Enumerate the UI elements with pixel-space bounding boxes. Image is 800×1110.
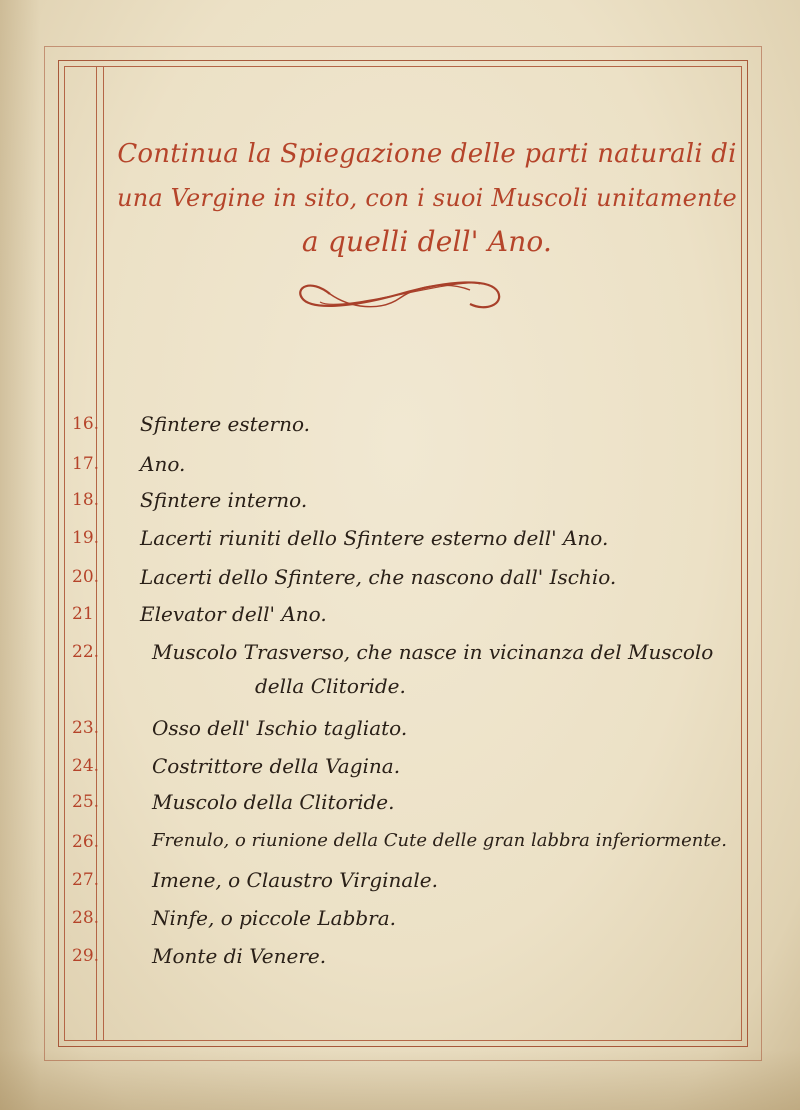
entry-number: 18. — [72, 490, 100, 510]
entry-number: 22. — [72, 642, 100, 662]
entry-text: Osso dell' Ischio tagliato. — [152, 716, 408, 740]
entry-number: 20. — [72, 567, 100, 587]
calligraphic-flourish-icon — [290, 268, 510, 320]
margin-rule — [103, 66, 104, 1041]
entry-number: 16. — [72, 414, 100, 434]
entry-number: 28. — [72, 908, 100, 928]
margin-rule — [96, 66, 97, 1041]
entry-text: Imene, o Claustro Virginale. — [152, 868, 438, 892]
entry-number: 19. — [72, 528, 100, 548]
entry-text-continuation: della Clitoride. — [255, 674, 406, 698]
page-heading — [112, 132, 742, 264]
entry-text: Lacerti dello Sfintere, che nascono dall' Ischio. — [140, 565, 617, 589]
entry-text: Muscolo della Clitoride. — [152, 790, 395, 814]
entry-number: 25. — [72, 792, 100, 812]
entry-number: 23. — [72, 718, 100, 738]
entry-text: Monte di Venere. — [152, 944, 327, 968]
entry-text: Costrittore della Vagina. — [152, 754, 401, 778]
entry-number: 29. — [72, 946, 100, 966]
paper-edge-stain — [0, 0, 40, 1110]
entry-text: Sfintere esterno. — [140, 412, 311, 436]
entry-text: Muscolo Trasverso, che nasce in vicinanza del Muscolo — [152, 640, 714, 664]
entry-text: Sfintere interno. — [140, 488, 308, 512]
entry-text: Frenulo, o riunione della Cute delle gran labbra inferiormente. — [152, 830, 727, 851]
entry-number: 24. — [72, 756, 100, 776]
entry-number: 21 — [72, 604, 94, 624]
entry-number: 27. — [72, 870, 100, 890]
heading-line-1: Continua la Spiegazione delle parti naturali di — [117, 139, 737, 169]
heading-line-3: a quelli dell' Ano. — [301, 225, 553, 258]
heading-line-2: una Vergine in sito, con i suoi Muscoli unitamente — [117, 184, 737, 212]
entry-text: Elevator dell' Ano. — [140, 602, 327, 626]
entry-number: 17. — [72, 454, 100, 474]
entry-text: Lacerti riuniti dello Sfintere esterno dell' Ano. — [140, 526, 609, 550]
entry-text: Ano. — [140, 452, 186, 476]
entry-number: 26. — [72, 832, 100, 852]
entry-text: Ninfe, o piccole Labbra. — [152, 906, 397, 930]
